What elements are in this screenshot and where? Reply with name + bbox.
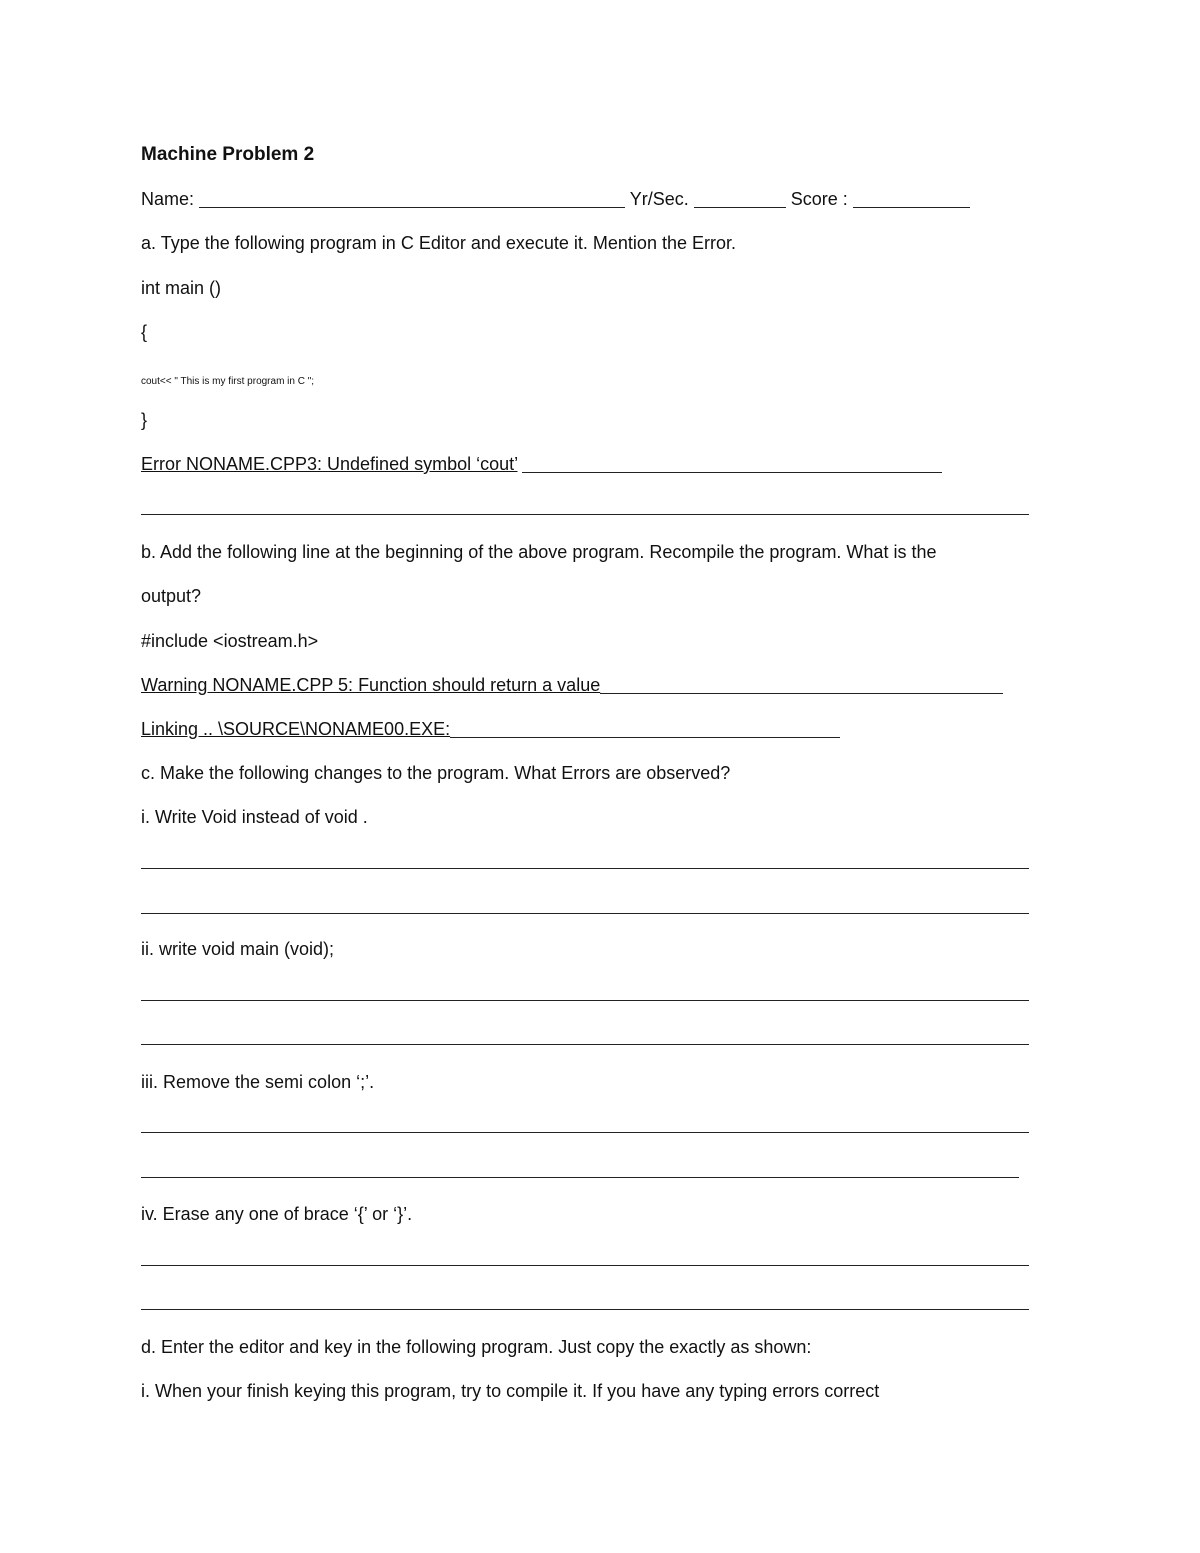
part-c-item: iii. Remove the semi colon ‘;’. [141,1072,375,1092]
part-a-answer-line [141,453,942,475]
part-c-instruction: c. Make the following changes to the program. What Errors are observed? [141,763,731,783]
part-b-answer-linking: Linking .. \SOURCE\NONAME00.EXE: [141,719,451,739]
answer-blank[interactable] [522,472,942,473]
part-c-item: i. Write Void instead of void . [141,807,368,827]
part-d-item: i. When your finish keying this program, try to compile it. If you have any typing errors correct [141,1381,880,1401]
answer-rule[interactable] [141,1309,1029,1310]
answer-rule[interactable] [141,514,1029,515]
name-label: Name: [141,189,195,209]
answer-rule[interactable] [141,1177,1019,1178]
yrsec-blank[interactable] [694,207,786,208]
code-line: { [141,322,148,342]
part-c-item: ii. write void main (void); [141,939,335,959]
score-blank[interactable] [853,207,970,208]
answer-rule[interactable] [141,1000,1029,1001]
answer-rule[interactable] [141,868,1029,869]
code-line: #include <iostream.h> [141,631,319,651]
part-b-instruction: b. Add the following line at the beginning of the above program. Recompile the program. What is the [141,542,937,562]
answer-blank[interactable] [450,737,840,738]
answer-rule[interactable] [141,1265,1029,1266]
score-label: Score : [790,189,848,209]
code-line: } [141,410,148,430]
page-title: Machine Problem 2 [141,144,315,165]
header-fields [141,188,970,210]
answer-rule[interactable] [141,1044,1029,1045]
answer-blank[interactable] [600,693,1003,694]
part-d-instruction: d. Enter the editor and key in the following program. Just copy the exactly as shown: [141,1337,812,1357]
answer-rule[interactable] [141,913,1029,914]
code-line: cout<< " This is my first program in C "; [141,376,315,387]
part-b-instruction-cont: output? [141,586,202,606]
yrsec-label: Yr/Sec. [629,189,689,209]
part-b-answer-warning: Warning NONAME.CPP 5: Function should return a value [141,675,601,695]
part-a-answer: Error NONAME.CPP3: Undefined symbol ‘cout’ [141,454,518,474]
part-b-answer-line [141,674,1003,696]
answer-rule[interactable] [141,1132,1029,1133]
part-c-item: iv. Erase any one of brace ‘{’ or ‘}’. [141,1204,413,1224]
part-b-answer-line [141,718,840,740]
part-a-instruction: a. Type the following program in C Editor and execute it. Mention the Error. [141,233,736,253]
code-line: int main () [141,278,222,298]
name-blank[interactable] [199,207,625,208]
